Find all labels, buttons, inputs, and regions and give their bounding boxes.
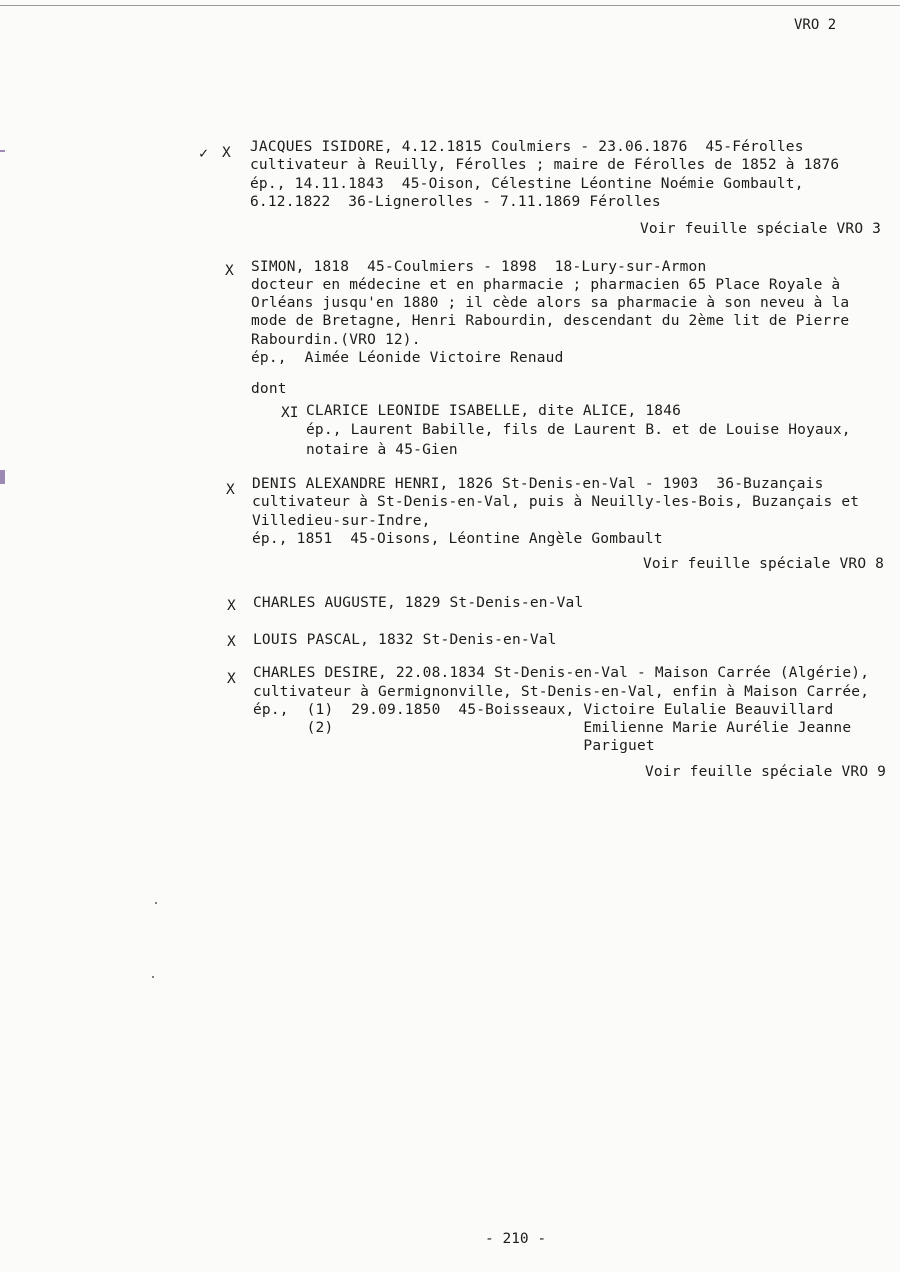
speck [155,902,157,904]
entry-line: DENIS ALEXANDRE HENRI, 1826 St-Denis-en-Val - 1903 36-Buzançais [252,476,824,492]
entry-line: mode de Bretagne, Henri Rabourdin, descendant du 2ème lit de Pierre [251,313,850,329]
dont-label: dont [251,381,287,397]
child-line: ép., Laurent Babille, fils de Laurent B. et de Louise Hoyaux, [306,422,851,438]
entry-line: (2) Emilienne Marie Aurélie Jeanne [253,720,852,736]
entry-marker: X [226,482,235,498]
child-line: CLARICE LEONIDE ISABELLE, dite ALICE, 1846 [306,403,682,419]
ref-note: Voir feuille spéciale VRO 3 [640,221,882,237]
entry-line: LOUIS PASCAL, 1832 St-Denis-en-Val [253,632,557,648]
child-line: notaire à 45-Gien [306,442,458,458]
entry-line: ép., 14.11.1843 45-Oison, Célestine Léontine Noémie Gombault, [250,176,804,192]
entry-line: Orléans jusqu'en 1880 ; il cède alors sa pharmacie à son neveu à la [251,295,850,311]
entry-line: JACQUES ISIDORE, 4.12.1815 Coulmiers - 23.06.1876 45-Férolles [250,139,804,155]
entry-line: CHARLES AUGUSTE, 1829 St-Denis-en-Val [253,595,584,611]
edge-mark [0,150,5,152]
entry-marker: X [222,145,231,161]
entry-line: Villedieu-sur-Indre, [252,513,431,529]
entry-marker: X [227,598,236,614]
entry-marker: X [227,671,236,687]
entry-line: ép., Aimée Léonide Victoire Renaud [251,350,564,366]
entry-line: 6.12.1822 36-Lignerolles - 7.11.1869 Férolles [250,194,661,210]
check-mark-icon: ✓ [199,144,209,162]
entry-marker: X [227,634,236,650]
entry-line: Rabourdin.(VRO 12). [251,332,421,348]
entry-line: cultivateur à Germignonville, St-Denis-en-Val, enfin à Maison Carrée, [253,684,870,700]
entry-line: cultivateur à Reuilly, Férolles ; maire de Férolles de 1852 à 1876 [250,157,840,173]
entry-line: SIMON, 1818 45-Coulmiers - 1898 18-Lury-sur-Armon [251,259,707,275]
page-reference: VRO 2 [794,17,837,33]
speck [152,976,154,978]
ref-note: Voir feuille spéciale VRO 8 [643,556,885,572]
edge-mark [0,470,5,484]
entry-marker: X [225,263,234,279]
entry-line: ép., 1851 45-Oisons, Léontine Angèle Gombault [252,531,663,547]
top-rule [0,5,900,6]
entry-line: ép., (1) 29.09.1850 45-Boisseaux, Victoire Eulalie Beauvillard [253,702,834,718]
page-number: - 210 - [485,1231,547,1247]
child-marker: XI [281,405,299,421]
ref-note: Voir feuille spéciale VRO 9 [645,764,887,780]
entry-line: docteur en médecine et en pharmacie ; pharmacien 65 Place Royale à [251,277,841,293]
entry-line: cultivateur à St-Denis-en-Val, puis à Neuilly-les-Bois, Buzançais et [252,494,860,510]
entry-line: CHARLES DESIRE, 22.08.1834 St-Denis-en-Val - Maison Carrée (Algérie), [253,665,870,681]
entry-line: Pariguet [253,738,655,754]
